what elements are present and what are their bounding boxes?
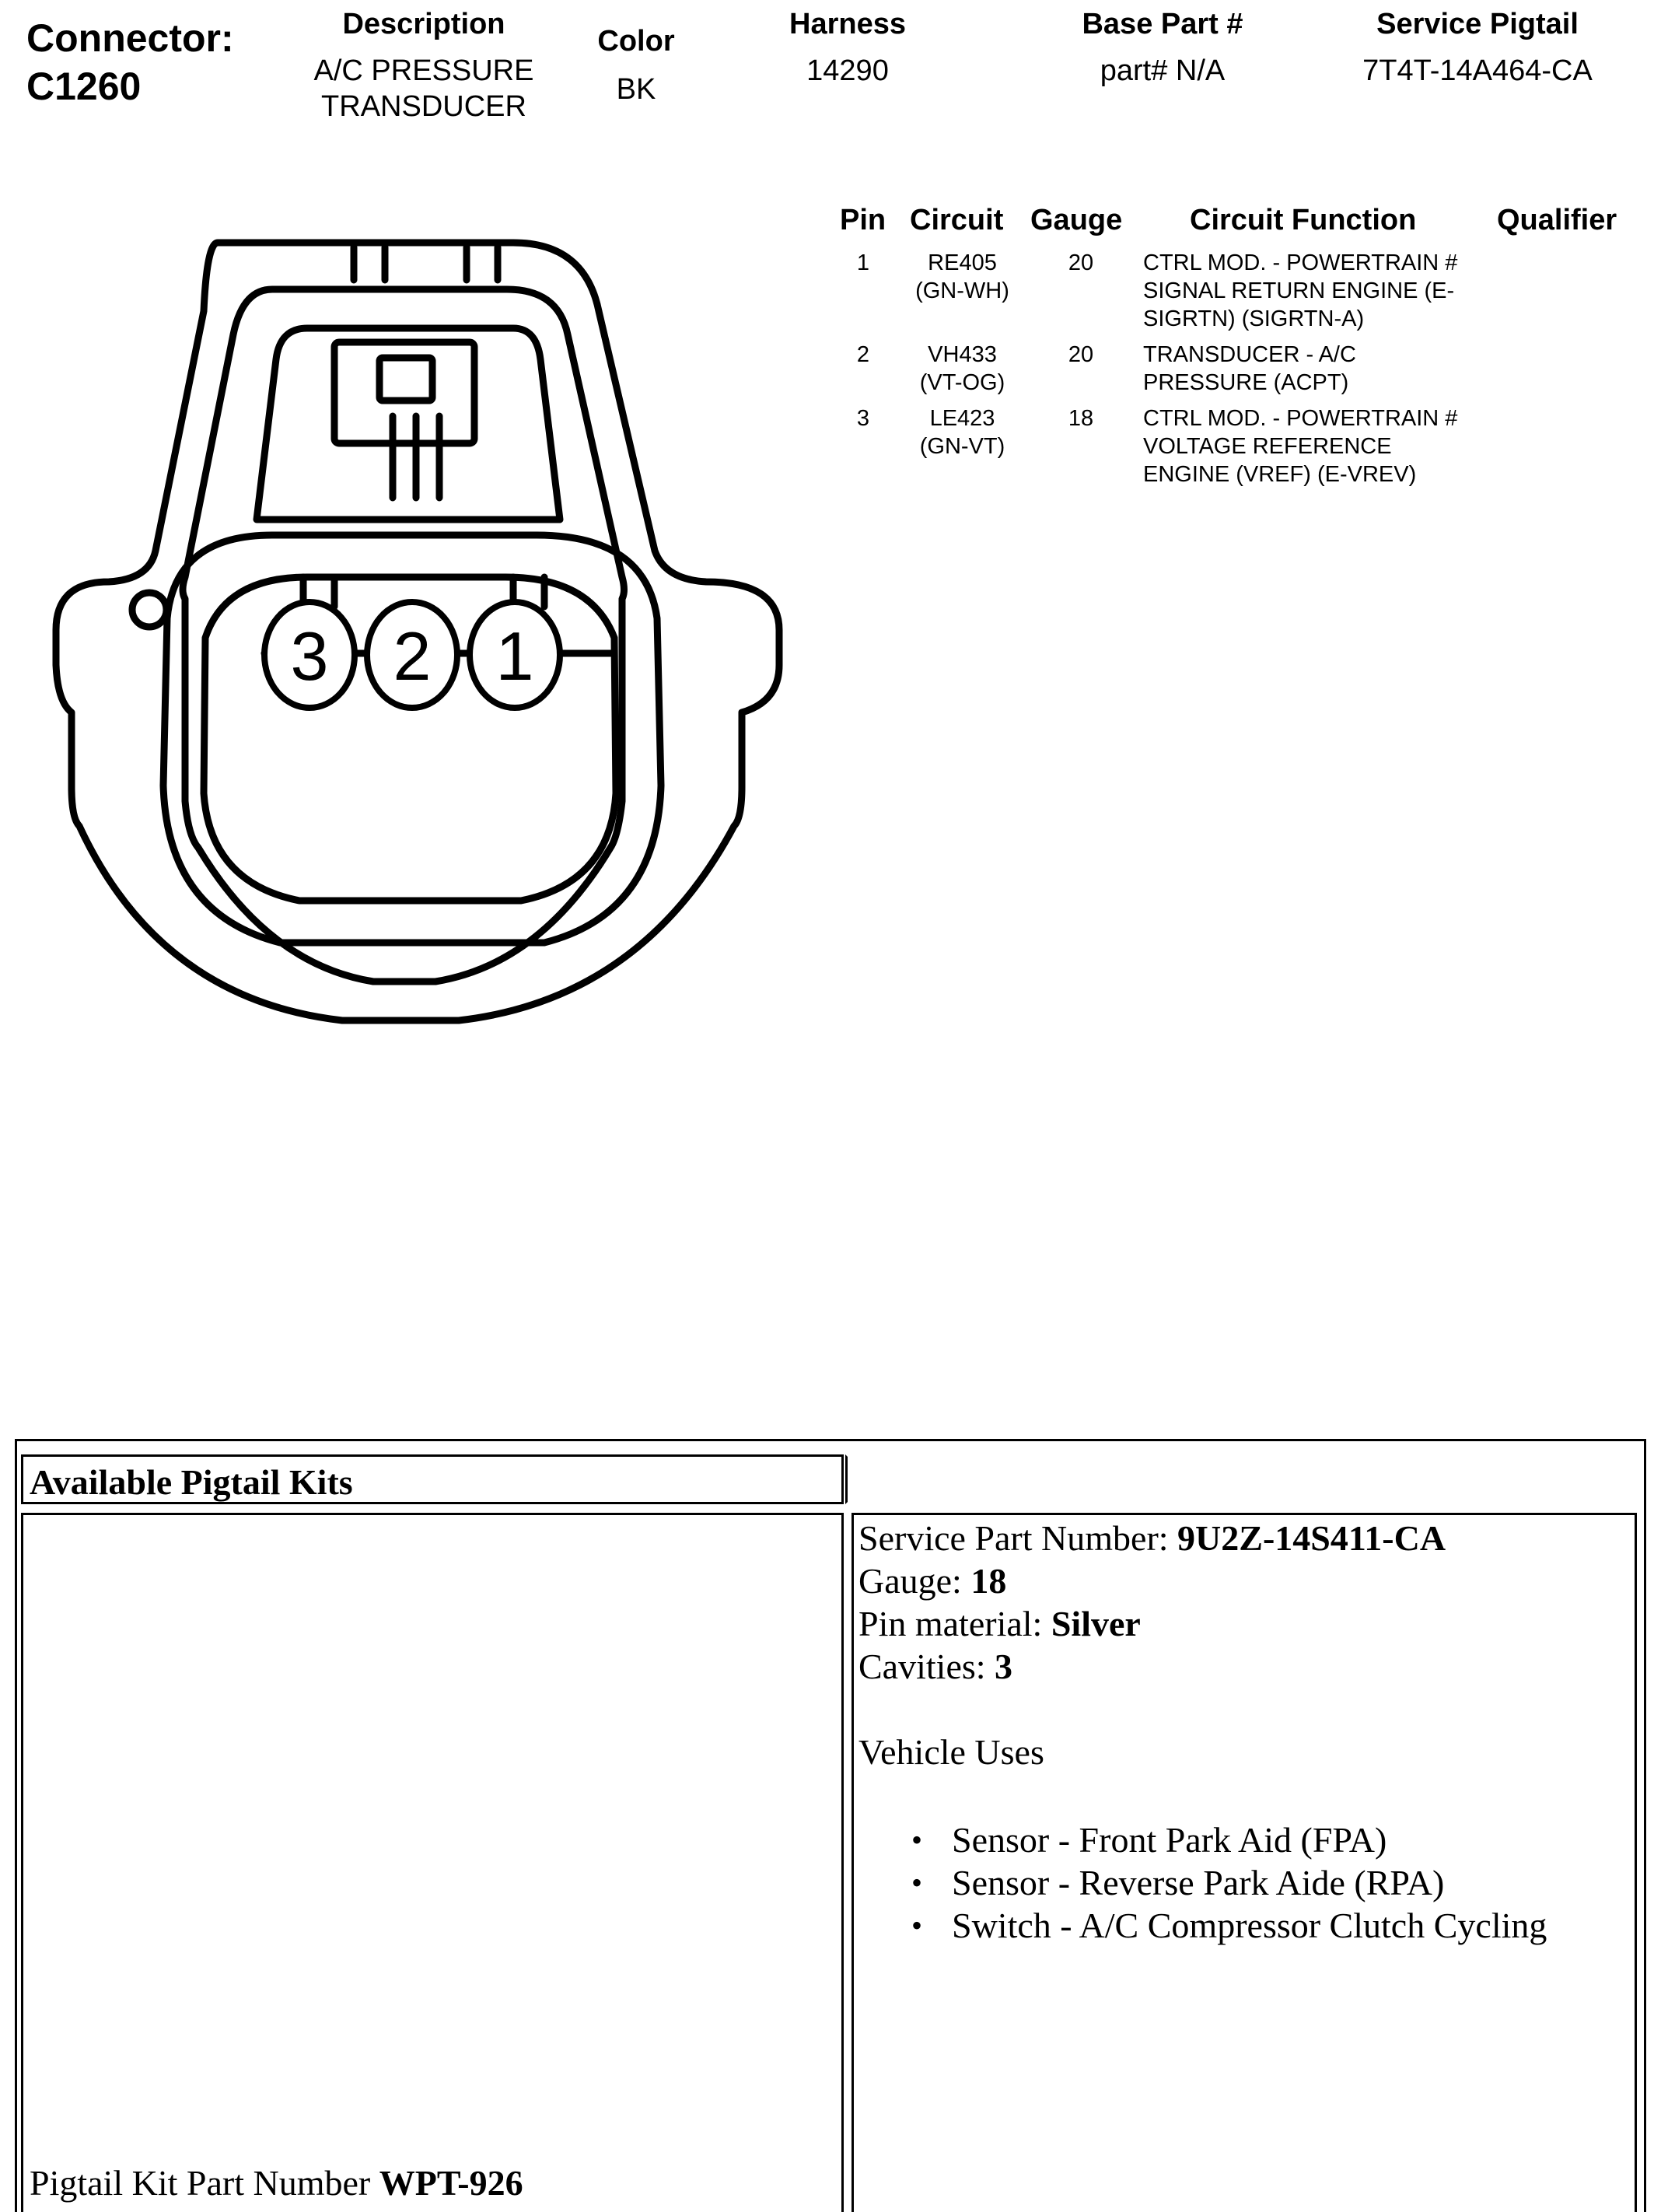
circuit-header: Circuit [910,204,1004,236]
function-line: SIGRTN) (SIGRTN-A) [1143,306,1365,331]
pigtail-kit-part: Pigtail Kit Part Number WPT-926 [30,2163,523,2203]
cavities-line: Cavities: 3 [858,1647,1013,1686]
description-line-2: TRANSDUCER [321,90,526,123]
service-pigtail-label: Service Pigtail [1376,8,1579,40]
pigtail-section-title: Available Pigtail Kits [30,1462,353,1502]
list-item: • Sensor - Reverse Park Aide (RPA) [858,1861,1628,1904]
pin-number: 1 [856,250,870,275]
cavity-label-1: 1 [495,618,534,695]
description-line-1: A/C PRESSURE [313,54,534,87]
function-line: SIGNAL RETURN ENGINE (E- [1143,278,1455,303]
connector-label: Connector: [26,16,234,60]
cavity-label-3: 3 [290,618,329,695]
gauge-line: Gauge: 18 [858,1561,1007,1601]
gauge-value: 18 [1068,406,1094,431]
pigtail-image-box [21,1513,844,2212]
pigtail-title-spacer [845,1454,1642,1504]
harness-label: Harness [789,8,906,40]
connector-face-diagram [0,210,824,1042]
list-item: • Sensor - Front Park Aid (FPA) [858,1818,1628,1861]
pigtail-details [858,1517,1628,1947]
function-line: CTRL MOD. - POWERTRAIN # [1143,250,1458,275]
connector-id: C1260 [26,65,142,108]
function-line: PRESSURE (ACPT) [1143,370,1349,395]
base-part-label: Base Part # [1082,8,1243,40]
pin-number: 3 [856,406,870,431]
vehicle-uses-list [858,1818,1628,1947]
latch-tab-left [354,247,385,280]
vehicle-uses-heading: Vehicle Uses [858,1732,1044,1772]
function-line: VOLTAGE REFERENCE [1143,434,1392,459]
pigtail-title-box [21,1454,844,1504]
circuit-color: (VT-OG) [919,370,1005,395]
description-label: Description [342,8,505,40]
service-part-line: Service Part Number: 9U2Z-14S411-CA [858,1518,1446,1558]
gauge-value: 20 [1068,250,1094,275]
color-label: Color [597,25,675,58]
latch-tab-right [467,247,498,280]
function-line: TRANSDUCER - A/C [1143,342,1356,367]
circuit-code: LE423 [929,406,995,431]
function-line: CTRL MOD. - POWERTRAIN # [1143,406,1458,431]
circuit-code: VH433 [928,342,997,367]
latch-button [379,358,432,401]
connector-notch [132,593,166,627]
circuit-color: (GN-WH) [915,278,1009,303]
qualifier-header: Qualifier [1497,204,1617,236]
service-pigtail-value: 7T4T-14A464-CA [1362,54,1593,87]
cavity-label-2: 2 [393,618,432,695]
circuit-code: RE405 [928,250,997,275]
pigtail-details-box [851,1513,1637,2212]
harness-value: 14290 [806,54,889,87]
list-item: • Switch - A/C Compressor Clutch Cycling [858,1904,1628,1947]
circuit-function-header: Circuit Function [1190,204,1417,236]
gauge-value: 20 [1068,342,1094,367]
color-value: BK [616,73,656,106]
pin-material-line: Pin material: Silver [858,1604,1141,1643]
latch-posts [393,416,439,498]
pin-header: Pin [840,204,886,236]
circuit-color: (GN-VT) [919,434,1005,459]
pin-number: 2 [856,342,870,367]
function-line: ENGINE (VREF) (E-VREV) [1143,462,1417,487]
base-part-value: part# N/A [1100,54,1226,87]
gauge-header: Gauge [1030,204,1123,236]
